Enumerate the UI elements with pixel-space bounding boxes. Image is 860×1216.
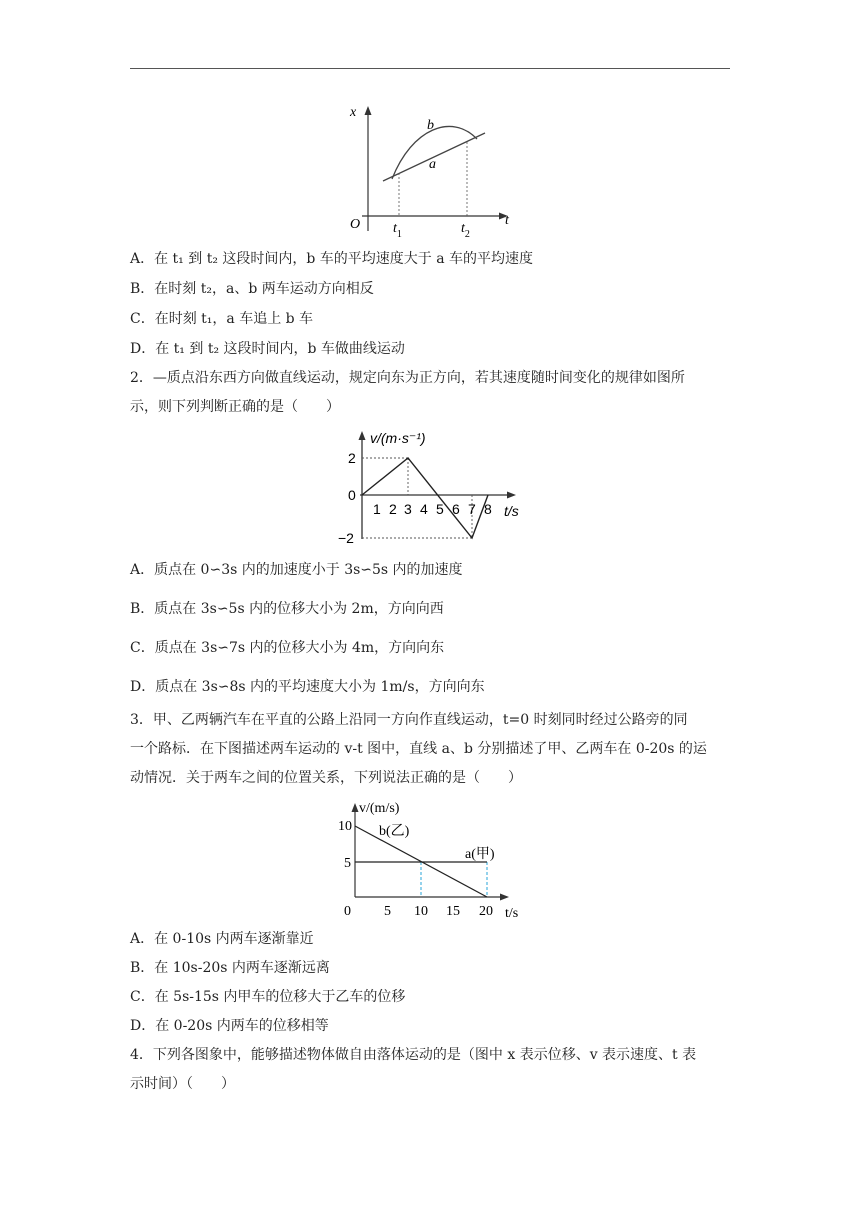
q2-stem-line-1: 2．—质点沿东西方向做直线运动，规定向东为正方向，若其速度随时间变化的规律如图所	[130, 370, 685, 386]
q2-option-a: A．质点在 0∽3s 内的加速度小于 3s∽5s 内的加速度	[130, 562, 463, 578]
line-a-label: a	[429, 157, 436, 172]
q3-option-a: A．在 0-10s 内两车逐渐靠近	[130, 931, 314, 947]
q2-stem	[130, 364, 730, 422]
x-tick-2: 2	[389, 501, 397, 517]
q3-stem-line-3: 动情况．关于两车之间的位置关系，下列说法正确的是（ ）	[130, 770, 522, 786]
y-tick-5: 5	[344, 856, 351, 871]
q3-stem	[130, 706, 730, 793]
t-axis-arrow	[500, 894, 509, 901]
line-a-label: a(甲)	[465, 847, 495, 862]
t1-label: $t_1$	[393, 221, 402, 240]
x-tick-4: 4	[420, 501, 428, 517]
t-axis-label: t	[505, 213, 509, 228]
q4-stem	[130, 1041, 730, 1099]
q1-option-d: D．在 t₁ 到 t₂ 这段时间内，b 车做曲线运动	[130, 341, 405, 357]
y-tick-2: 2	[348, 450, 356, 466]
q2-stem-line-2: 示，则下列判断正确的是（ ）	[130, 399, 340, 415]
t-axis-label: t/s	[504, 503, 519, 519]
q1-option-a: A．在 t₁ 到 t₂ 这段时间内，b 车的平均速度大于 a 车的平均速度	[130, 251, 534, 267]
q3-stem-line-1: 3．甲、乙两辆汽车在平直的公路上沿同一方向作直线运动，t=0 时刻同时经过公路旁的同	[130, 712, 688, 728]
v-axis-label: v/(m·s⁻¹)	[370, 430, 426, 446]
t-axis-label: t/s	[505, 906, 519, 921]
vt-graph-q2	[330, 425, 530, 553]
q3-option-c: C．在 5s-15s 内甲车的位移大于乙车的位移	[130, 989, 406, 1005]
q3-stem-line-2: 一个路标．在下图描述两车运动的 v-t 图中，直线 a、b 分别描述了甲、乙两车在 0-20s 的运	[130, 741, 707, 757]
y-tick-0: 0	[344, 904, 351, 919]
velocity-line	[362, 458, 488, 538]
q3-option-d: D．在 0-20s 内两车的位移相等	[130, 1018, 329, 1034]
q4-stem-line-1: 4．下列各图象中，能够描述物体做自由落体运动的是（图中 x 表示位移、v 表示速度、t 表	[130, 1047, 697, 1063]
v-axis-arrow	[352, 803, 359, 812]
x-tick-5: 5	[384, 904, 391, 919]
x-tick-6: 6	[452, 501, 460, 517]
x-tick-1: 1	[373, 501, 381, 517]
t-axis-arrow	[507, 492, 516, 499]
q1-option-b: B．在时刻 t₂，a、b 两车运动方向相反	[130, 281, 374, 297]
header-rule	[130, 68, 730, 69]
x-tick-3: 3	[404, 501, 412, 517]
x-axis-arrow	[365, 106, 372, 115]
t2-label: $t_2$	[461, 221, 470, 240]
curve-b-label: b	[427, 118, 434, 133]
v-axis-arrow	[359, 431, 366, 440]
vt-graph-q3	[335, 796, 535, 924]
x-tick-5: 5	[436, 501, 444, 517]
x-tick-10: 10	[414, 904, 428, 919]
x-tick-20: 20	[479, 904, 493, 919]
x-axis-label: x	[350, 105, 357, 120]
x-tick-8: 8	[484, 501, 492, 517]
q2-option-b: B．质点在 3s∽5s 内的位移大小为 2m，方向向西	[130, 601, 444, 617]
origin-label: O	[350, 217, 361, 232]
v-axis-label: v/(m/s)	[359, 801, 400, 816]
line-b-label: b(乙)	[379, 824, 410, 839]
q3-option-b: B．在 10s-20s 内两车逐渐远离	[130, 960, 330, 976]
xt-graph	[340, 100, 520, 245]
x-tick-15: 15	[446, 904, 460, 919]
y-tick-10: 10	[338, 819, 352, 834]
x-tick-7: 7	[468, 501, 476, 517]
q1-option-c: C．在时刻 t₁，a 车追上 b 车	[130, 311, 314, 327]
q2-option-d: D．质点在 3s∽8s 内的平均速度大小为 1m/s，方向向东	[130, 679, 485, 695]
q4-stem-line-2: 示时间）（ ）	[130, 1076, 235, 1092]
q2-option-c: C．质点在 3s∽7s 内的位移大小为 4m，方向向东	[130, 640, 445, 656]
y-tick-0: 0	[348, 487, 356, 503]
y-tick-neg2: −2	[338, 530, 354, 546]
